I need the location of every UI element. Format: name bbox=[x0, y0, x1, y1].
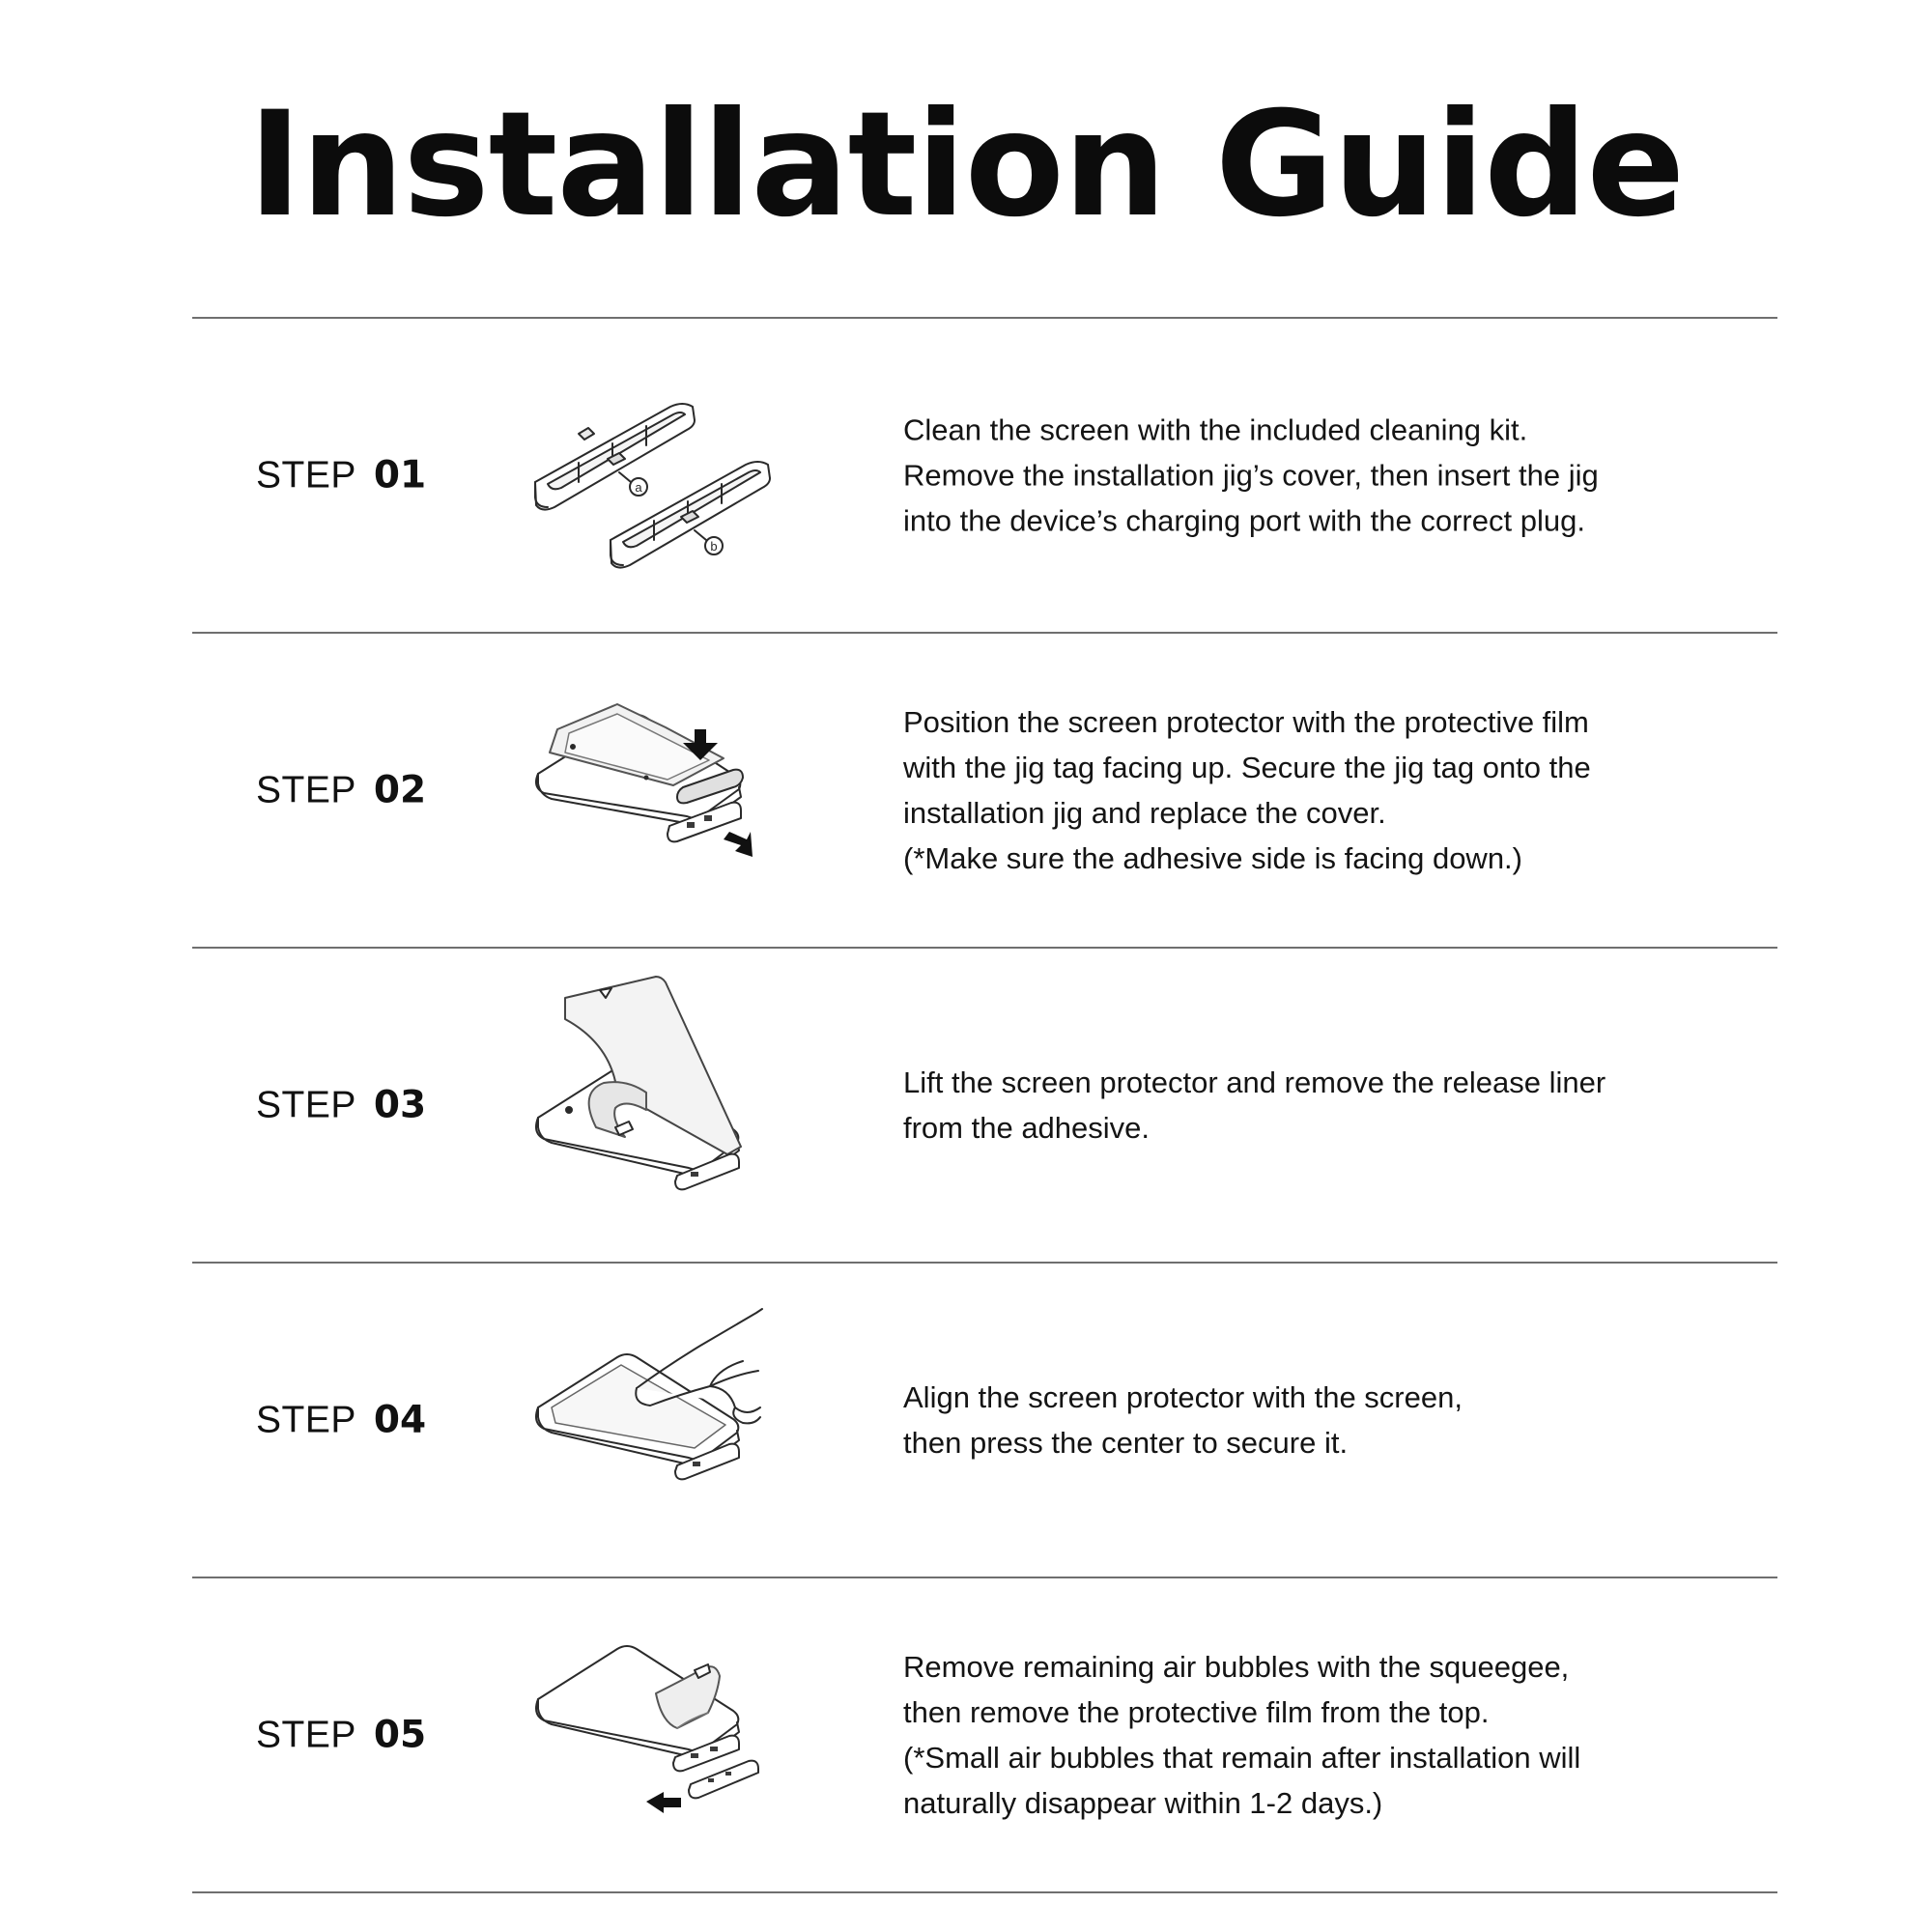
step-01-row bbox=[192, 318, 1777, 633]
step-word: STEP bbox=[256, 1714, 356, 1756]
step-word: STEP bbox=[256, 769, 356, 811]
step-word: STEP bbox=[256, 1084, 356, 1126]
divider-line bbox=[192, 1891, 1777, 1893]
description-line: Clean the screen with the included cleaning kit. bbox=[903, 412, 1528, 447]
svg-text:b: b bbox=[710, 539, 718, 554]
step-description bbox=[903, 1375, 1753, 1465]
step-description bbox=[903, 1060, 1753, 1151]
jig-plugs-illustration bbox=[511, 318, 820, 633]
description-line: naturally disappear within 1-2 days.) bbox=[903, 1786, 1383, 1820]
svg-text:a: a bbox=[635, 480, 642, 495]
step-word: STEP bbox=[256, 454, 356, 497]
description-line: (*Small air bubbles that remain after installation will bbox=[903, 1741, 1581, 1775]
description-line: Position the screen protector with the protective film bbox=[903, 705, 1589, 739]
step-number: 04 bbox=[373, 1398, 427, 1442]
description-line: then press the center to secure it. bbox=[903, 1426, 1349, 1460]
description-line: with the jig tag facing up. Secure the jig tag onto the bbox=[903, 751, 1591, 784]
remove-liner-illustration bbox=[511, 948, 820, 1263]
step-number: 02 bbox=[373, 768, 427, 812]
description-line: Lift the screen protector and remove the release liner bbox=[903, 1065, 1606, 1099]
step-label bbox=[256, 1714, 426, 1757]
step-03-row bbox=[192, 948, 1777, 1263]
description-line: Remove the installation jig’s cover, then insert the jig bbox=[903, 458, 1599, 493]
description-line: into the device’s charging port with the correct plug. bbox=[903, 503, 1585, 538]
arrow-left-icon bbox=[646, 1792, 681, 1813]
press-center-illustration bbox=[511, 1263, 820, 1577]
step-description bbox=[903, 699, 1753, 881]
step-number: 05 bbox=[373, 1713, 427, 1757]
step-label bbox=[256, 454, 426, 497]
description-line: (*Make sure the adhesive side is facing down.) bbox=[903, 841, 1522, 875]
step-label bbox=[256, 1399, 426, 1442]
step-number: 01 bbox=[373, 453, 427, 497]
step-label bbox=[256, 1084, 426, 1127]
page-title: Installation Guide bbox=[247, 81, 1685, 249]
step-description bbox=[903, 1644, 1753, 1826]
description-line: Remove remaining air bubbles with the squeegee, bbox=[903, 1650, 1570, 1684]
remove-film-illustration bbox=[511, 1577, 820, 1892]
description-line: from the adhesive. bbox=[903, 1111, 1151, 1145]
step-05-row bbox=[192, 1577, 1777, 1892]
step-word: STEP bbox=[256, 1399, 356, 1441]
step-04-row bbox=[192, 1263, 1777, 1577]
arrow-in-icon bbox=[724, 832, 753, 857]
description-line: installation jig and replace the cover. bbox=[903, 796, 1386, 830]
description-line: Align the screen protector with the screen, bbox=[903, 1380, 1463, 1414]
step-02-row bbox=[192, 633, 1777, 948]
description-line: then remove the protective film from the top. bbox=[903, 1695, 1490, 1729]
step-number: 03 bbox=[373, 1083, 427, 1127]
step-description bbox=[903, 408, 1753, 544]
step-label bbox=[256, 769, 426, 812]
position-protector-illustration bbox=[511, 633, 820, 948]
